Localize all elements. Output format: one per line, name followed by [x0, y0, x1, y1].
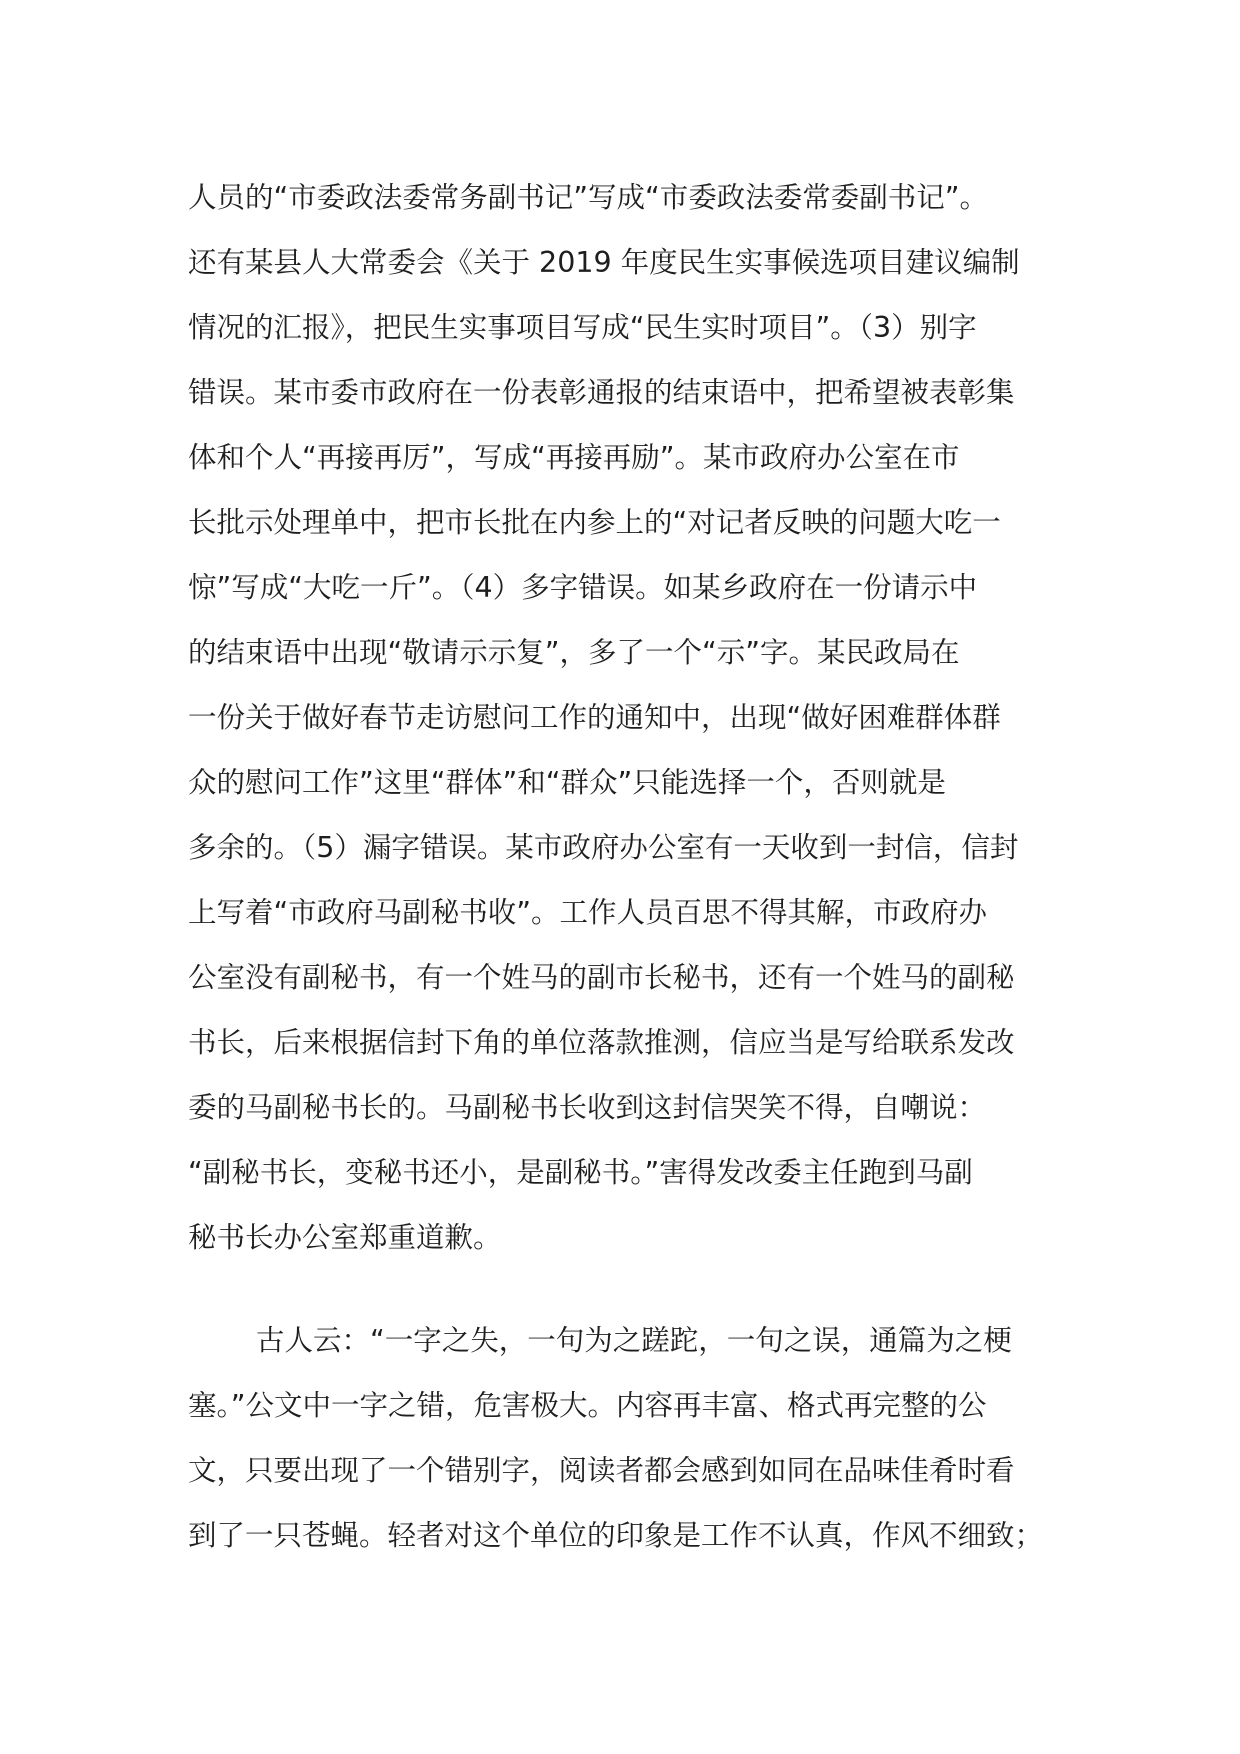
text-line: 一份关于做好春节走访慰问工作的通知中，出现“做好困难群体群 [188, 701, 1001, 734]
text-line: 体和个人“再接再厉”，写成“再接再励”。某市政府办公室在市 [188, 441, 960, 474]
text-line: 公室没有副秘书，有一个姓马的副市长秘书，还有一个姓马的副秘 [188, 961, 1015, 994]
text-line: 的结束语中出现“敬请示示复”，多了一个“示”字。某民政局在 [188, 636, 960, 669]
text-line: 还有某县人大常委会《关于 2019 年度民生实事候选项目建议编制 [188, 246, 1020, 279]
text-line: 委的马副秘书长的。马副秘书长收到这封信哭笑不得，自嘲说： [188, 1091, 987, 1124]
text-line: 上写着“市政府马副秘书收”。工作人员百思不得其解，市政府办 [188, 896, 988, 929]
text-line: 塞。”公文中一字之错，危害极大。内容再丰富、格式再完整的公 [188, 1389, 987, 1422]
text-line: 人员的“市委政法委常务副书记”写成“市委政法委常委副书记”。 [188, 181, 989, 214]
text-line: 书长，后来根据信封下角的单位落款推测，信应当是写给联系发改 [188, 1026, 1015, 1059]
text-line: 秘书长办公室郑重道歉。 [188, 1221, 502, 1254]
text-line: 文，只要出现了一个错别字，阅读者都会感到如同在品味佳肴时看 [188, 1454, 1015, 1487]
paragraph-continuation [188, 165, 1068, 1270]
text-line: 长批示处理单中，把市长批在内参上的“对记者反映的问题大吃一 [188, 506, 1001, 539]
text-line: 众的慰问工作”这里“群体”和“群众”只能选择一个，否则就是 [188, 766, 946, 799]
text-line [188, 1308, 1068, 1373]
text-line: 到了一只苍蝇。轻者对这个单位的印象是工作不认真，作风不细致； [188, 1519, 1044, 1552]
text-line: 错误。某市委市政府在一份表彰通报的结束语中，把希望被表彰集 [188, 376, 1015, 409]
text-line: 惊”写成“大吃一斤”。（4）多字错误。如某乡政府在一份请示中 [188, 571, 978, 604]
text-line: “副秘书长，变秘书还小，是副秘书。”害得发改委主任跑到马副 [188, 1156, 973, 1189]
text-line-content: 古人云：“一字之失，一句为之蹉跎，一句之误，通篇为之梗 [256, 1324, 1012, 1357]
paragraph [188, 1308, 1068, 1568]
text-line: 多余的。（5）漏字错误。某市政府办公室有一天收到一封信，信封 [188, 831, 1019, 864]
text-line: 情况的汇报》，把民生实事项目写成“民生实时项目”。（3）别字 [188, 311, 977, 344]
